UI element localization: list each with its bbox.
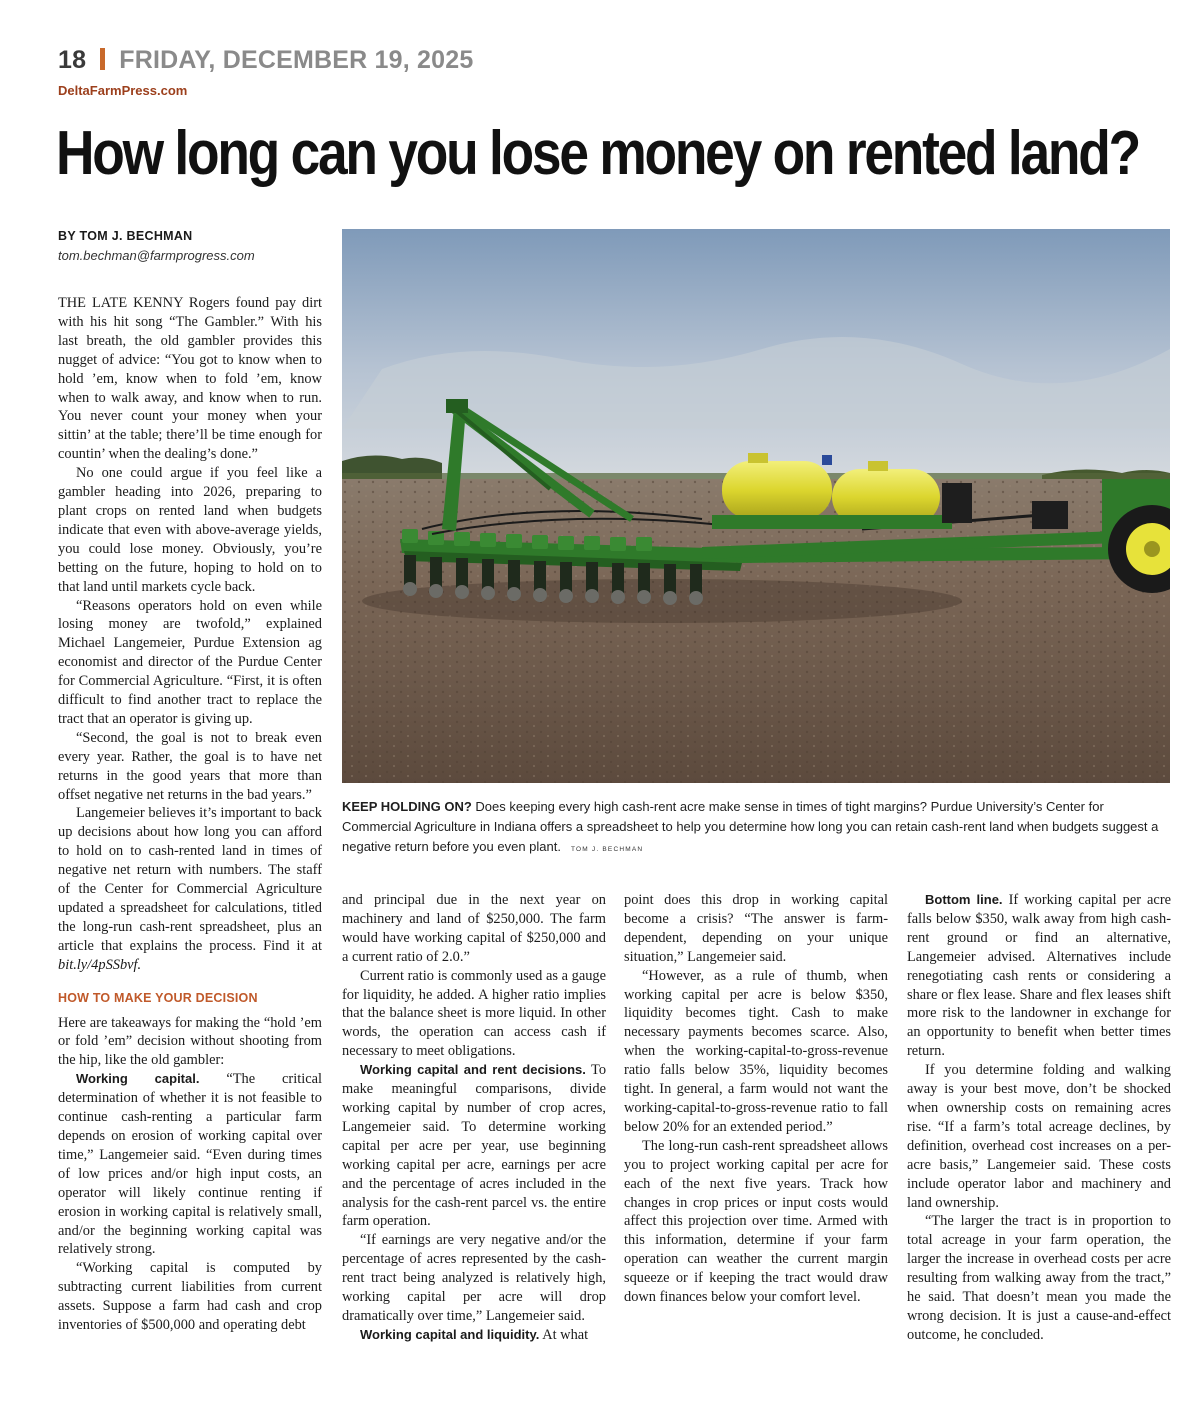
article-column-3	[624, 891, 888, 1307]
byline: BY TOM J. BECHMAN	[58, 229, 193, 243]
paragraph	[58, 804, 322, 974]
paragraph: The long-run cash-rent spreadsheet allows you to project working capital per acre for each of the next five years. Track how changes in crop prices or input costs would affect this projection over time. Armed with this information, determine if your farm operation can weather the current margin squeeze or if keeping the tract would draw down finances below your comfort level.	[624, 1137, 888, 1306]
paragraph	[342, 1061, 606, 1231]
paragraph: “The larger the tract is in proportion to total acreage in your farm operation, the larger the increase in overhead costs per acre resulting from walking away from the tract,” he said. That doesn’t mean you made the wrong decision. It is just a cause-and-effect outcome, he concluded.	[907, 1213, 1171, 1343]
photo-credit: TOM J. BECHMAN	[570, 846, 644, 853]
paragraph: “Reasons operators hold on even while losing money are twofold,” explained Michael Langemeier, Purdue Extension ag economist and director of the Purdue Center for Commercial Agriculture. “First, it is often difficult to find another tract to replace the tract that an operator is giving up.	[58, 597, 322, 727]
article-column-4	[907, 891, 1171, 1345]
paragraph: Here are takeaways for making the “hold ’em or fold ’em” decision without shooting from the hip, like the old gambler:	[58, 1014, 322, 1069]
caption-lead: KEEP HOLDING ON?	[342, 799, 472, 814]
paragraph: and principal due in the next year on machinery and land of $250,000. The farm would have working capital of $250,000 and a current ratio of 2.0.”	[342, 892, 606, 965]
run-in-head: Working capital and liquidity.	[360, 1326, 540, 1342]
paragraph	[342, 1326, 606, 1345]
run-in-head: Working capital.	[76, 1071, 200, 1087]
article-headline: How long can you lose money on rented land?	[56, 119, 1139, 188]
page-folio	[58, 46, 473, 75]
paragraph: THE LATE KENNY Rogers found pay dirt with his hit song “The Gambler.” With his last breath, the old gambler provides this nugget of advice: “You got to know when to hold ’em, know when to fold ’em, know when to walk away, and know when to run. You never count your money when your sittin’ at the table; there’ll be time enough for countin’ when the dealing’s done.”	[58, 295, 322, 463]
planter-photo	[342, 229, 1170, 783]
article-column-1	[58, 294, 322, 1335]
spreadsheet-link[interactable]: bit.ly/4pSSbvf.	[58, 956, 142, 973]
author-email[interactable]: tom.bechman@farmprogress.com	[58, 248, 255, 263]
paragraph: “If earnings are very negative and/or the percentage of acres represented by the cash-rent tract being analyzed is relatively high, working capital per acre will drop dramatically over time,” Langemeier said.	[342, 1232, 606, 1324]
paragraph-text: At what	[542, 1326, 589, 1343]
folio-divider	[100, 48, 105, 70]
run-in-head: Bottom line.	[925, 892, 1003, 907]
run-in-head: Working capital and rent decisions.	[360, 1062, 586, 1078]
paragraph	[907, 891, 1171, 1061]
paragraph: If you determine folding and walking away is your best move, don’t be shocked when ownership costs on remaining acres rise. “If a farm’s total acreage declines, by definition, overhead cost increases on a per-acre basis,” Langemeier said. These costs include operator labor and machinery and land ownership.	[907, 1062, 1171, 1211]
page-number: 18	[58, 46, 87, 74]
caption-text: Does keeping every high cash-rent acre make sense in times of tight margins? Purdue University’s Center for Commercial Agriculture in Indiana offers a spreadsheet to help you determine how long you can retain cash-rent land when budgets suggest a negative return before you even plant.	[342, 799, 1159, 854]
paragraph: No one could argue if you feel like a gambler heading into 2026, preparing to plant crops on rented land when budgets indicate that even with above-average yields, you could lose money. Obviously, you’re betting on the future, hoping to hold on to that land until markets cycle back.	[58, 465, 322, 595]
article-column-2	[342, 891, 606, 1345]
paragraph-text: “The critical determination of whether it is not feasible to continue cash-renting a particular farm depends on erosion of working capital over time,” Langemeier said. “Even during times of low prices and/or high input costs, an operator will likely continue renting if erosion in working capital is relatively small, and/or the beginning working capital was relatively strong.	[58, 1071, 322, 1258]
paragraph: “Working capital is computed by subtracting current liabilities from current assets. Suppose a farm had cash and crop inventories of $500,000 and operating debt	[58, 1260, 322, 1334]
issue-date: FRIDAY, DECEMBER 19, 2025	[119, 46, 474, 74]
paragraph-text: To make meaningful comparisons, divide working capital by number of crop acres, Langemeier said. To determine working capital per acre per year, use beginning working capital per acre, earnings per acre and the percentage of acres included in the analysis for the cash-rent parcel vs. the entire farm operation.	[342, 1062, 607, 1230]
subhead: HOW TO MAKE YOUR DECISION	[58, 990, 258, 1005]
site-link[interactable]: DeltaFarmPress.com	[58, 83, 188, 98]
photo-caption	[342, 797, 1168, 860]
paragraph-text: If working capital per acre falls below $350, walk away from high cash-rent ground or find an alternative, Langemeier advised. Alternatives include renegotiating cash rents or considering a share or flex lease. Share and flex leases shift more risk to the landowner in exchange for an opportunity to benefit when better times return.	[907, 892, 1171, 1060]
paragraph: Current ratio is commonly used as a gauge for liquidity, he added. A higher ratio implies that the balance sheet is more liquid. In other words, the operation can access cash if necessary to meet obligations.	[342, 967, 606, 1060]
paragraph: “However, as a rule of thumb, when working capital per acre is below $350, liquidity becomes tight. Cash to make necessary payments becomes scarce. Also, when the working-capital-to-gross-revenue ratio falls below 35%, liquidity becomes tight. In general, a farm would not want the working-capital-to-gross-revenue ratio to fall below 20% for an extended period.”	[624, 967, 888, 1135]
paragraph: point does this drop in working capital become a crisis? “The answer is farm-dependent, depending on your unique situation,” Langemeier said.	[624, 892, 888, 965]
paragraph	[58, 1070, 322, 1259]
paragraph: “Second, the goal is not to break even every year. Rather, the goal is to have net returns in the good years that more than offset negative net returns in the bad years.”	[58, 729, 322, 803]
paragraph-text: Langemeier believes it’s important to back up decisions about how long you can afford to hold on to cash-rented land in times of negative net return with numbers. The staff of the Center for Commercial Agriculture updated a spreadsheet for calculations, titled the long-run cash-rent spreadsheet, plus an article that explains the process. Find it at	[58, 805, 322, 954]
